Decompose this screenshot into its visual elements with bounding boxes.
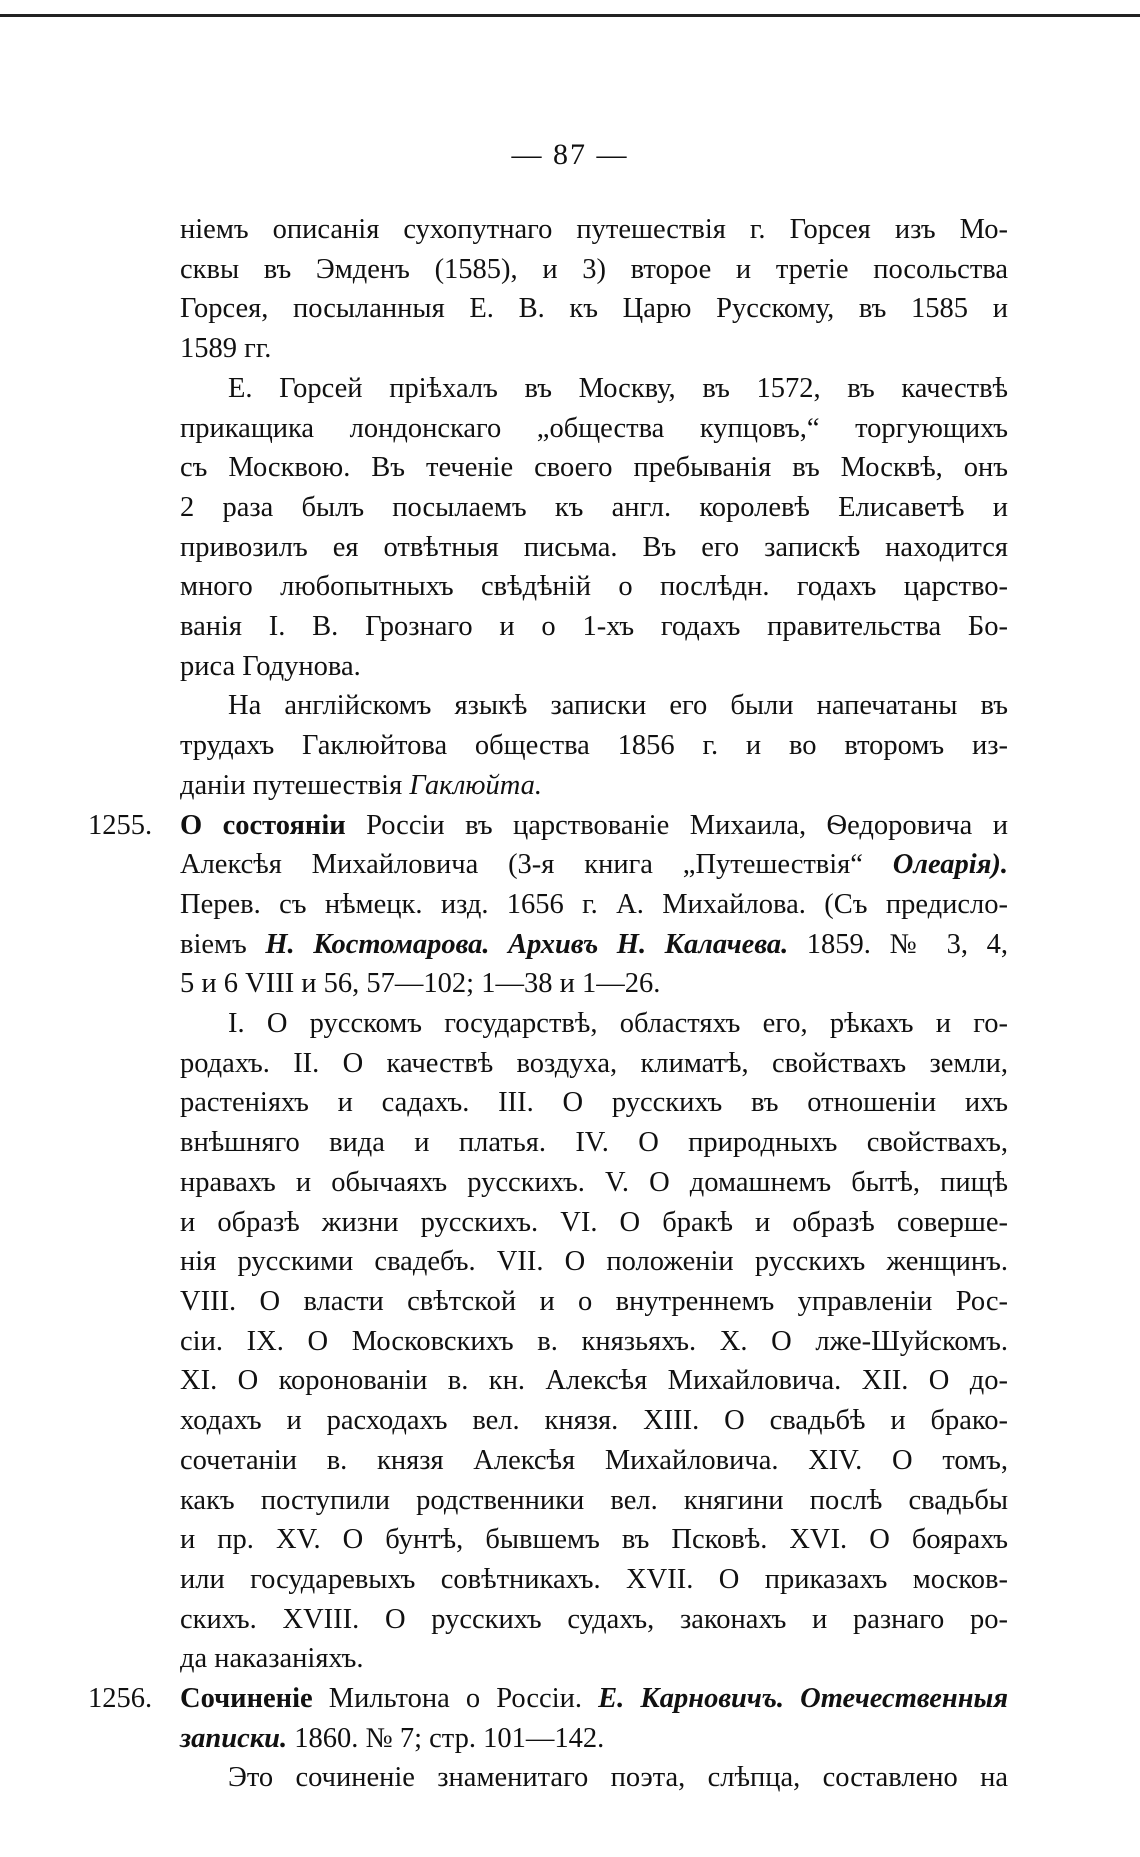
- text-line: Е. Горсей пріѣхалъ въ Москву, въ 1572, въ качествѣ: [228, 372, 1008, 404]
- text-run: [784, 1683, 800, 1714]
- italic-author: Олеарія).: [892, 849, 1008, 881]
- text-line: съ Москвою. Въ теченіе своего пребыванія въ Москвѣ, онъ: [180, 452, 1008, 484]
- text-line: да наказаніяхъ.: [180, 1643, 364, 1675]
- italic-source: Отечественныя: [800, 1683, 1009, 1715]
- italic-author: Е. Карновичъ.: [598, 1683, 785, 1715]
- contents-paragraph: [180, 1004, 1008, 1679]
- text-line: родахъ. II. О качествѣ воздуха, климатѣ, свойствахъ земли,: [180, 1047, 1008, 1079]
- publication-paragraph: [180, 686, 1008, 805]
- text-line: I. О русскомъ государствѣ, областяхъ его, рѣкахъ и го-: [228, 1008, 1008, 1040]
- text-line: много любопытныхъ свѣдѣній о послѣдн. годахъ царство-: [180, 571, 1008, 603]
- text-line: ванія І. В. Грознаго и о 1-хъ годахъ правительства Бо-: [180, 611, 1008, 643]
- text-run: віемъ: [180, 928, 266, 960]
- continuation-paragraph: [180, 210, 1008, 369]
- page-text: [88, 210, 1009, 1798]
- text-line: и образѣ жизни русскихъ. VI. О бракѣ и образѣ соверше-: [180, 1206, 1008, 1238]
- text-run: Мильтона о Россіи.: [312, 1683, 599, 1715]
- text-run: 1860. № 7; стр. 101—142.: [287, 1722, 605, 1754]
- text-line: прикащика лондонскаго „общества купцовъ,“ торгующихъ: [180, 412, 1008, 444]
- italic-title: Гаклюйта.: [409, 769, 543, 801]
- text-line: На англійскомъ языкѣ записки его были напечатаны въ: [228, 690, 1008, 722]
- text-line: ніемъ описанія сухопутнаго путешествія г. Горсея изъ Мо-: [180, 214, 1008, 245]
- entry-title: Сочиненіе: [180, 1683, 313, 1715]
- text-line: ходахъ и расходахъ вел. князя. XIII. О свадьбѣ и брако-: [180, 1405, 1008, 1437]
- text-line: VIII. О власти свѣтской и о внутреннемъ управленіи Рос-: [180, 1285, 1008, 1317]
- horsey-paragraph: [180, 369, 1008, 687]
- text-line: растеніяхъ и садахъ. III. О русскихъ въ отношеніи ихъ: [180, 1087, 1008, 1119]
- text-line: и пр. XV. О бунтѣ, бывшемъ въ Псковѣ. XVI. О боярахъ: [180, 1524, 1008, 1556]
- entry-number: 1255.: [88, 809, 153, 841]
- text-line: Это сочиненіе знаменитаго поэта, слѣпца, составлено на: [228, 1762, 1008, 1794]
- text-line: риса Годунова.: [180, 650, 361, 682]
- entry-heading-line: [180, 1679, 1008, 1719]
- text-line: [180, 1719, 1008, 1759]
- text-line: Перев. съ нѣмецк. изд. 1656 г. А. Михайлова. (Съ предисло-: [180, 888, 1008, 920]
- entry-heading-line: [180, 806, 1008, 846]
- entry-title: О состояніи: [180, 809, 346, 841]
- text-line: скихъ. XVIII. О русскихъ судахъ, законахъ и разнаго ро-: [180, 1603, 1008, 1635]
- text-line: [180, 925, 1008, 965]
- text-line: сіи. IX. О Московскихъ в. князьяхъ. X. О лже-Шуйскомъ.: [180, 1325, 1008, 1357]
- top-rule: [0, 14, 1140, 17]
- text-run: 1859. № 3, 4,: [788, 928, 1008, 960]
- bibliography-entry-1255: [88, 806, 1008, 1679]
- text-line: или государевыхъ совѣтникахъ. XVII. О приказахъ москов-: [180, 1563, 1008, 1595]
- text-line: [180, 766, 1008, 806]
- text-line: внѣшняго вида и платья. IV. О природныхъ свойствахъ,: [180, 1127, 1008, 1159]
- text-line: сквы въ Эмденъ (1585), и 3) второе и третіе посольства: [180, 253, 1008, 285]
- text-line: Горсея, посыланныя Е. В. къ Царю Русскому, въ 1585 и: [180, 293, 1008, 325]
- text-line: XI. О коронованіи в. кн. Алексѣя Михайловича. XII. О до-: [180, 1365, 1008, 1397]
- text-line: нравахъ и обычаяхъ русскихъ. V. О домашнемъ бытѣ, пищѣ: [180, 1166, 1008, 1198]
- text-line: трудахъ Гаклюйтова общества 1856 г. и во второмъ из-: [180, 730, 1008, 762]
- page-number: — 87 —: [511, 138, 629, 171]
- italic-source: записки.: [180, 1722, 288, 1754]
- text-run: даніи путешествія: [180, 769, 410, 801]
- text-run: Россіи въ царствованіе Михаила, Ѳедоровича и: [345, 809, 1008, 841]
- text-line: нія русскими свадебъ. VII. О положеніи русскихъ женщинъ.: [180, 1246, 1008, 1278]
- text-line: привозилъ ея отвѣтныя письма. Въ его запискѣ находится: [180, 531, 1008, 563]
- text-line: [180, 845, 1008, 885]
- entry-number: 1256.: [88, 1683, 153, 1715]
- text-line: какъ поступили родственники вел. княгини послѣ свадьбы: [180, 1484, 1008, 1516]
- text-line: 2 раза былъ посылаемъ къ англ. королевѣ Елисаветѣ и: [180, 491, 1008, 523]
- italic-source: Н. Костомарова. Архивъ Н. Калачева.: [265, 928, 789, 960]
- text-run: Алексѣя Михайловича (3-я книга „Путешествія“: [180, 849, 893, 881]
- text-line: сочетаніи в. князя Алексѣя Михайловича. XIV. О томъ,: [180, 1444, 1008, 1476]
- bibliography-entry-1256: [88, 1679, 1009, 1798]
- text-line: 5 и 6 VIII и 56, 57—102; 1—38 и 1—26.: [180, 968, 661, 1000]
- text-line: 1589 гг.: [180, 333, 272, 365]
